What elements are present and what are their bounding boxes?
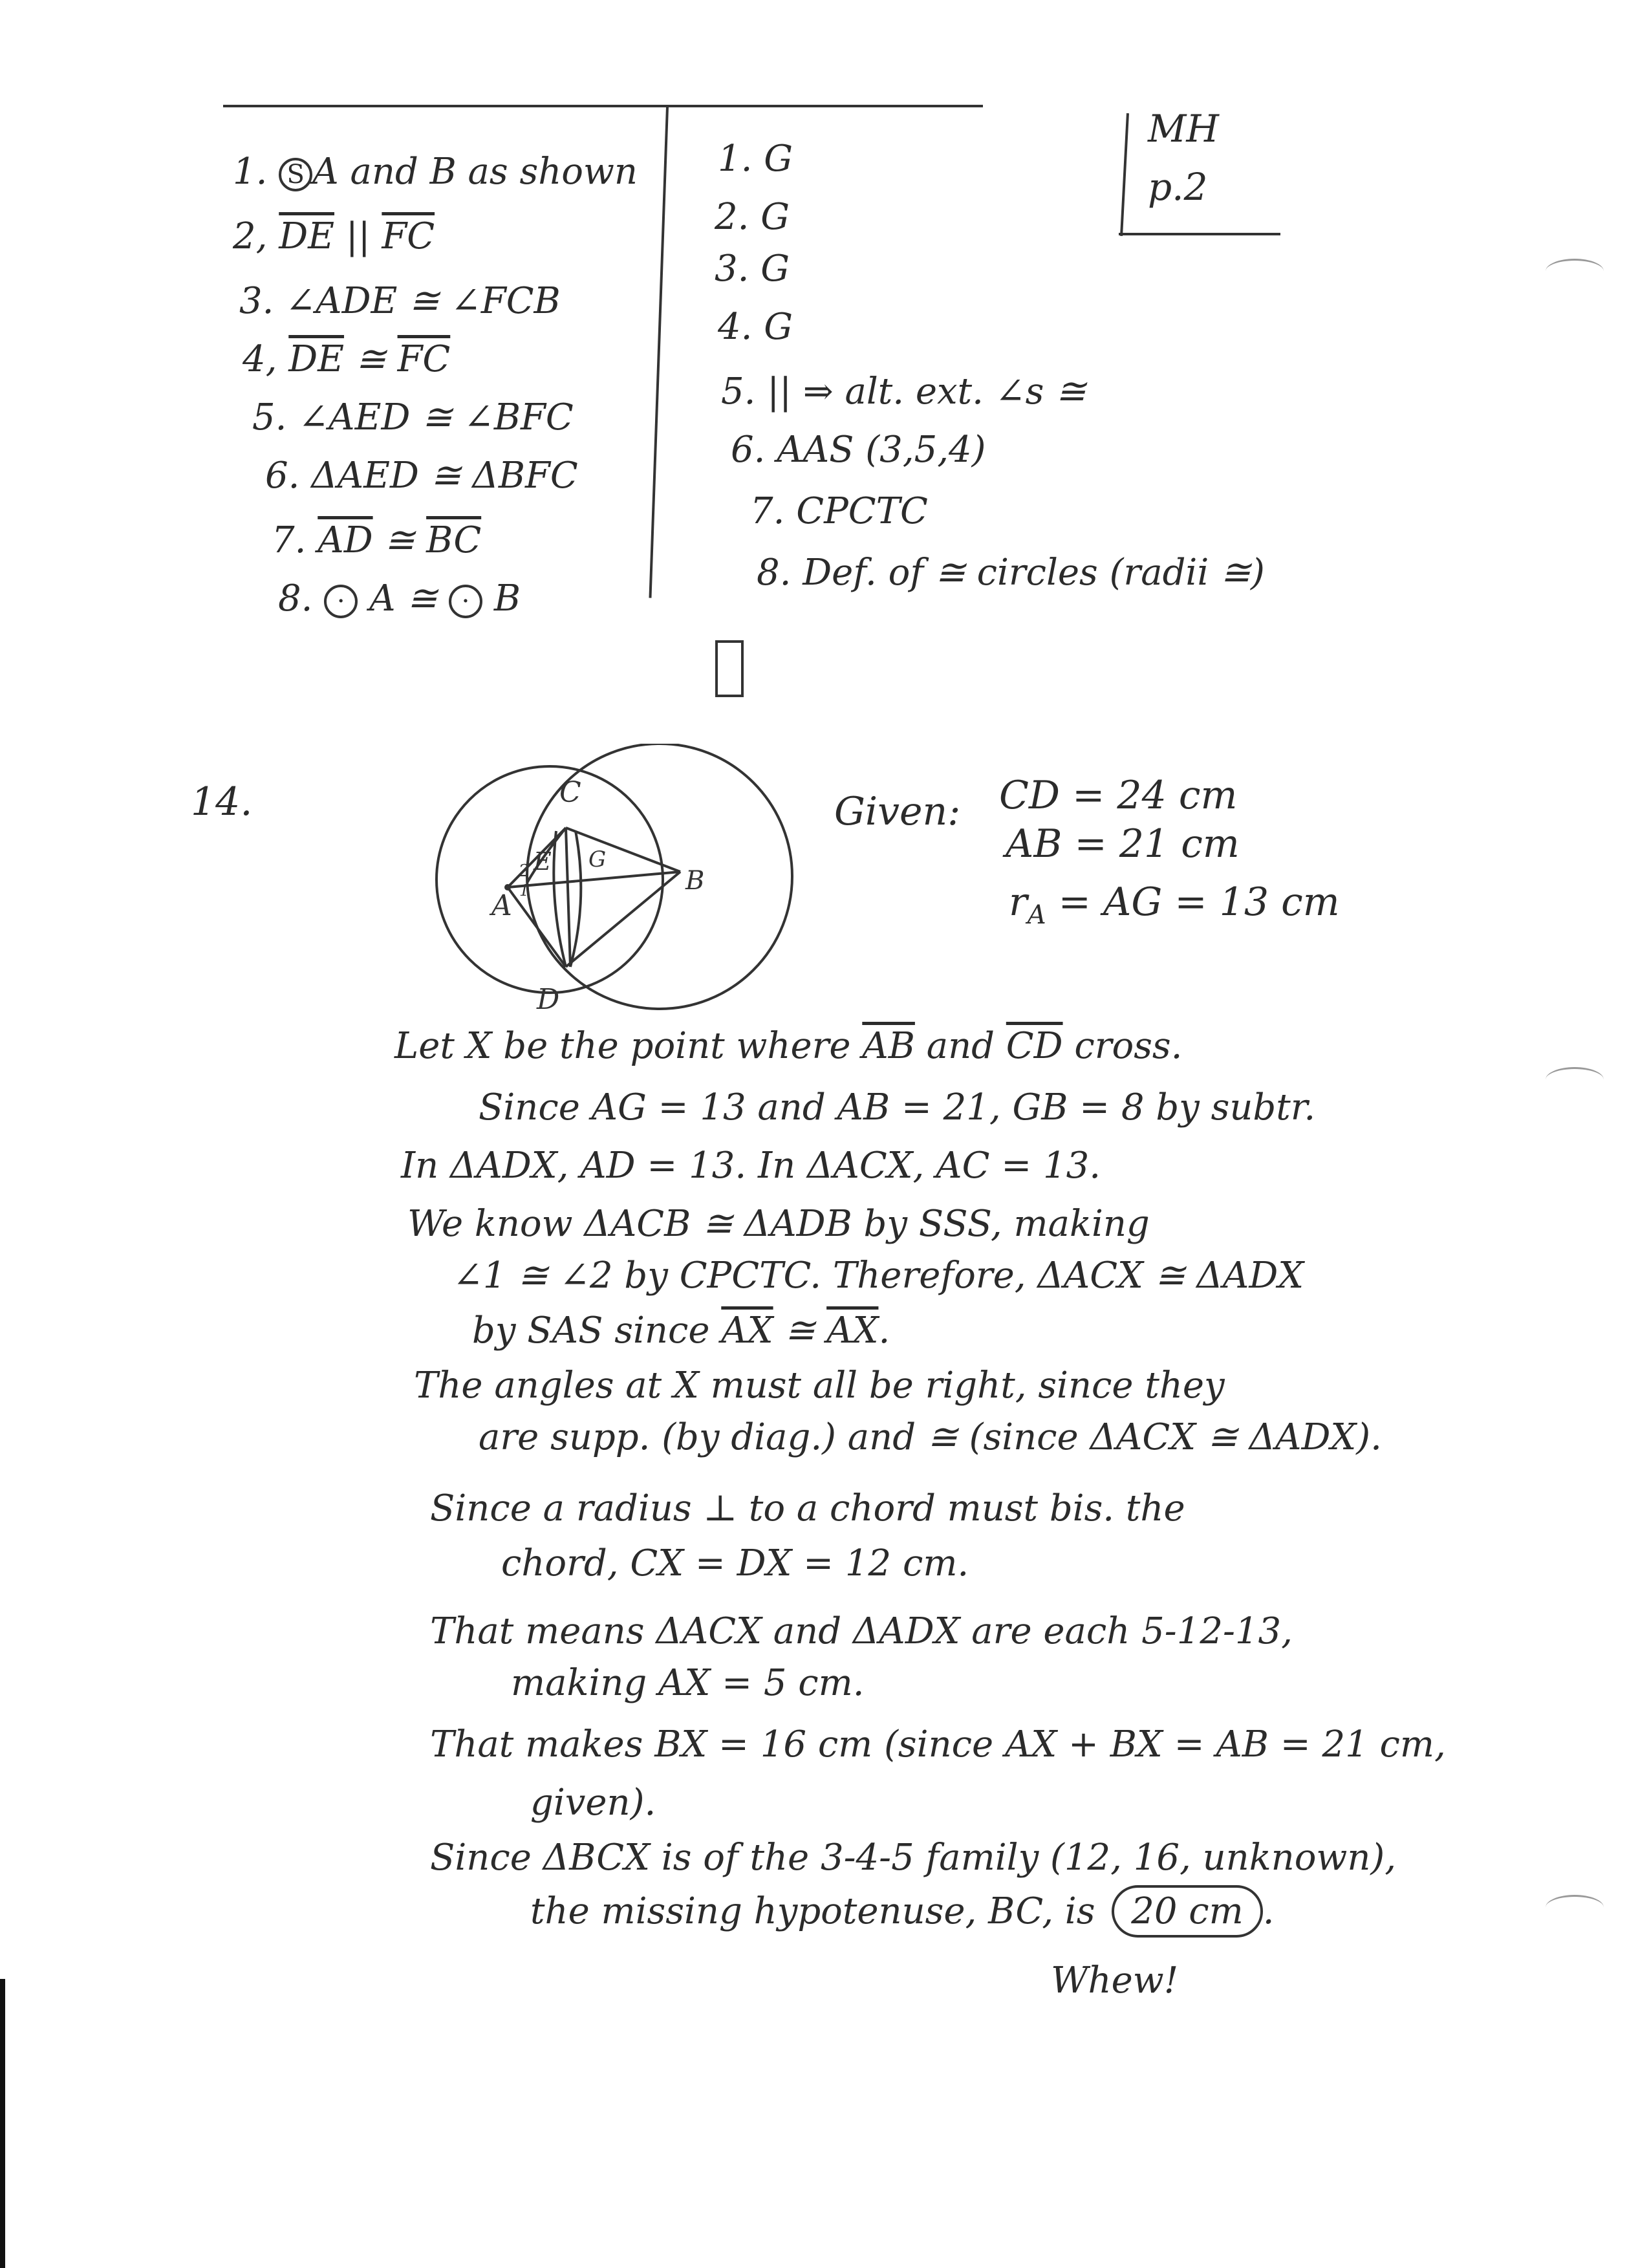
solution-line-11: That means ΔACX and ΔADX are each 5-12-13, bbox=[430, 1610, 1293, 1652]
statement-7: 7. $\overline{AD}$ ≅ $\overline{BC}$ bbox=[272, 519, 482, 561]
tag-border-left bbox=[1120, 113, 1129, 236]
solution-line-3: In ΔADX, AD = 13. In ΔACX, AC = 13. bbox=[401, 1145, 1101, 1187]
binder-hole-mark bbox=[1546, 1067, 1604, 1092]
label-a: A bbox=[491, 889, 512, 922]
solution-line-7: The angles at X must all be right, since they bbox=[414, 1365, 1225, 1407]
proof-table-top-rule bbox=[223, 105, 983, 107]
perpendicular-symbol: ⊥ bbox=[703, 1487, 738, 1529]
scan-edge-bar bbox=[0, 1979, 5, 2268]
label-e: E bbox=[534, 847, 552, 876]
reason-2: 2. G bbox=[715, 196, 790, 238]
statement-6: 6. ΔAED ≅ ΔBFC bbox=[265, 455, 578, 497]
solution-line-5: ∠1 ≅ ∠2 by CPCTC. Therefore, ΔACX ≅ ΔADX bbox=[453, 1255, 1304, 1297]
proof-table-divider bbox=[649, 107, 669, 598]
label-angle-1: 1 bbox=[519, 881, 530, 900]
solution-line-17: Whew! bbox=[1051, 1960, 1179, 2002]
segment-db bbox=[566, 872, 680, 967]
reason-4: 4. G bbox=[718, 306, 793, 348]
given-cd: CD = 24 cm bbox=[999, 773, 1238, 818]
statement-5: 5. ∠AED ≅ ∠BFC bbox=[252, 396, 574, 438]
chord-cd bbox=[566, 828, 570, 967]
label-c: C bbox=[559, 776, 581, 809]
solution-line-9: Since a radius ⊥ to a chord must bis. the bbox=[430, 1487, 1185, 1529]
statement-4: 4, $\overline{DE}$ ≅ $\overline{FC}$ bbox=[242, 338, 451, 380]
tag-border-bottom bbox=[1119, 233, 1280, 235]
solution-line-2: Since AG = 13 and AB = 21, GB = 8 by subtr. bbox=[479, 1086, 1316, 1129]
solution-line-15: Since ΔBCX is of the 3-4-5 family (12, 16, unknown), bbox=[430, 1837, 1397, 1879]
statement-1: 1. S A and B as shown bbox=[233, 151, 638, 193]
reason-7: 7. CPCTC bbox=[750, 490, 928, 532]
label-g: G bbox=[588, 847, 607, 872]
binder-hole-mark bbox=[1546, 1895, 1604, 1920]
given-ab: AB = 21 cm bbox=[1006, 821, 1240, 867]
tag-initials: MH bbox=[1148, 107, 1219, 151]
statement-8: 8. · A ≅ · B bbox=[278, 578, 521, 620]
reason-6: 6. AAS (3,5,4) bbox=[731, 429, 986, 471]
label-angle-2: 2 bbox=[519, 861, 530, 881]
solution-line-4: We know ΔACB ≅ ΔADB by SSS, making bbox=[407, 1203, 1150, 1245]
reason-5: 5. || ⇒ alt. ext. ∠s ≅ bbox=[721, 371, 1086, 413]
solution-line-10: chord, CX = DX = 12 cm. bbox=[501, 1542, 969, 1584]
given-label: Given: bbox=[834, 789, 961, 834]
reason-1: 1. G bbox=[718, 138, 793, 180]
qed-box bbox=[715, 640, 744, 697]
circle-s-symbol: S bbox=[279, 158, 312, 191]
reason-3: 3. G bbox=[715, 248, 790, 290]
circle-dot-symbol: · bbox=[324, 585, 358, 618]
segment-cb bbox=[566, 828, 680, 872]
solution-line-16: the missing hypotenuse, BC, is 20 cm . bbox=[530, 1885, 1275, 1938]
final-answer-circled: 20 cm bbox=[1112, 1885, 1263, 1938]
solution-line-12: making AX = 5 cm. bbox=[511, 1662, 865, 1704]
circle-dot-symbol: · bbox=[449, 585, 482, 618]
statement-3: 3. ∠ADE ≅ ∠FCB bbox=[239, 280, 561, 322]
binder-hole-mark bbox=[1546, 259, 1604, 284]
tag-page: p.2 bbox=[1148, 165, 1208, 209]
reason-8: 8. Def. of ≅ circles (radii ≅) bbox=[757, 552, 1265, 594]
solution-line-6: by SAS since $\overline{AX}$ ≅ $\overline{AX}$. bbox=[472, 1310, 890, 1352]
label-d: D bbox=[537, 983, 560, 1015]
given-radius: $r_A$ = AG = 13 cm bbox=[1009, 880, 1340, 930]
problem-number: 14. bbox=[191, 779, 253, 825]
label-b: B bbox=[685, 866, 705, 896]
solution-line-13: That makes BX = 16 cm (since AX + BX = AB = 21 cm, bbox=[430, 1723, 1446, 1766]
solution-line-1: Let X be the point where $\overline{AB}$ and $\overline{CD}$ cross. bbox=[394, 1025, 1183, 1067]
segment-ed bbox=[554, 831, 566, 967]
solution-line-8: are supp. (by diag.) and ≅ (since ΔACX ≅ ΔADX). bbox=[479, 1416, 1382, 1458]
solution-line-14: given). bbox=[530, 1782, 656, 1824]
segment-gc bbox=[570, 831, 581, 967]
intersecting-circles-diagram bbox=[401, 744, 828, 1015]
statement-2: 2, $\overline{DE}$ || $\overline{FC}$ bbox=[233, 215, 435, 257]
